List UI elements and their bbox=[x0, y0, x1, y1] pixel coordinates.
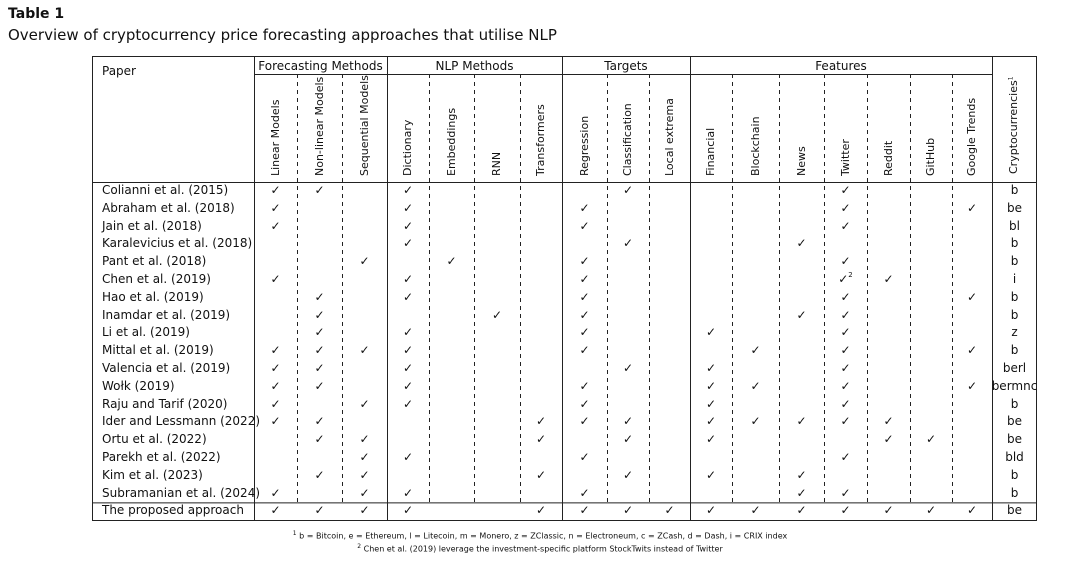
column-header: GitHub bbox=[924, 137, 937, 176]
check-mark: ✓ bbox=[840, 307, 851, 322]
footnote-1-text: b = Bitcoin, e = Ethereum, l = Litecoin, m = Monero, z = ZClassic, n = Electroneum, c = ZCash, d = Dash, i = CRIX index bbox=[299, 531, 788, 541]
check-mark: ✓ bbox=[622, 467, 634, 482]
check-mark: ✓ bbox=[840, 343, 851, 358]
column-header: News bbox=[794, 146, 808, 176]
check-mark: ✓ bbox=[579, 325, 590, 340]
column-header: Transformers bbox=[534, 104, 547, 176]
row-paper: Parekh et al. (2022) bbox=[102, 450, 221, 464]
crypto-header-label: Cryptocurrencies bbox=[1006, 80, 1020, 174]
check-mark: ✓ bbox=[796, 236, 807, 251]
overview-table bbox=[92, 56, 1037, 521]
check-mark: ✓ bbox=[402, 218, 414, 233]
row-cryptocurrencies: b bbox=[1010, 343, 1019, 358]
check-mark: ✓ bbox=[840, 378, 851, 393]
check-mark: ✓ bbox=[491, 307, 503, 322]
column-header: Regression bbox=[577, 115, 591, 176]
group-header: Targets bbox=[604, 59, 648, 73]
check-mark: ✓ bbox=[705, 378, 717, 393]
check-mark: ✓ bbox=[966, 378, 978, 393]
column-header: Financial bbox=[704, 127, 717, 176]
check-mark: ✓ bbox=[622, 503, 634, 518]
crypto-header bbox=[1007, 76, 1020, 174]
check-mark: ✓ bbox=[314, 432, 325, 447]
row-paper: Karalevicius et al. (2018) bbox=[102, 236, 253, 251]
check-mark: ✓ bbox=[402, 325, 414, 340]
check-mark: ✓ bbox=[925, 503, 937, 518]
check-mark: ✓ bbox=[750, 378, 761, 393]
group-header: Forecasting Methods bbox=[258, 59, 383, 73]
row-paper: Wołk (2019) bbox=[102, 378, 175, 393]
check-mark: ✓ bbox=[270, 272, 281, 286]
column-header: Non-linear Models bbox=[312, 76, 326, 176]
check-mark: ✓ bbox=[270, 396, 281, 411]
check-mark: ✓ bbox=[314, 325, 325, 340]
check-mark: ✓ bbox=[883, 272, 894, 286]
check-mark: ✓ bbox=[579, 272, 590, 286]
check-mark: ✓ bbox=[622, 361, 634, 375]
check-mark: ✓ bbox=[750, 414, 761, 429]
row-paper: Ider and Lessmann (2022) bbox=[102, 414, 261, 429]
check-mark: ✓ bbox=[535, 414, 547, 429]
check-mark: ✓ bbox=[359, 254, 370, 269]
check-mark: ✓ bbox=[579, 307, 590, 322]
column-header: Sequential Models bbox=[357, 75, 371, 176]
check-mark: ✓ bbox=[270, 503, 281, 518]
check-mark: ✓ bbox=[359, 432, 370, 447]
check-mark: ✓ bbox=[840, 485, 851, 500]
check-mark: ✓ bbox=[705, 467, 717, 482]
column-header: Dictionary bbox=[401, 119, 414, 176]
footnote-2-mark: 2 bbox=[357, 543, 362, 550]
check-mark: ✓ bbox=[840, 396, 851, 411]
check-mark: ✓ bbox=[314, 414, 325, 429]
row-paper: Subramanian et al. (2024) bbox=[102, 485, 261, 500]
check-mark: ✓ bbox=[270, 378, 281, 393]
check-mark: ✓$^2$ bbox=[838, 271, 853, 286]
check-mark: ✓ bbox=[705, 325, 717, 340]
table-caption: Overview of cryptocurrency price forecasting approaches that utilise NLP bbox=[8, 26, 557, 44]
check-footnote-mark: 2 bbox=[848, 271, 853, 279]
row-paper: Kim et al. (2023) bbox=[102, 467, 203, 482]
column-header: Reddit bbox=[881, 140, 895, 176]
column-header: Local extrema bbox=[662, 98, 676, 176]
check-mark: ✓ bbox=[579, 254, 590, 269]
check-mark: ✓ bbox=[402, 183, 414, 197]
check-mark: ✓ bbox=[314, 378, 325, 393]
check-mark: ✓ bbox=[535, 432, 547, 447]
check-mark: ✓ bbox=[270, 218, 281, 233]
check-mark: ✓ bbox=[966, 503, 978, 518]
row-cryptocurrencies: z bbox=[1011, 325, 1018, 340]
column-header: Classification bbox=[621, 103, 634, 176]
check-mark: ✓ bbox=[579, 414, 590, 429]
check-mark: ✓ bbox=[705, 503, 717, 518]
row-paper: The proposed approach bbox=[102, 503, 244, 518]
check-mark: ✓ bbox=[270, 200, 281, 215]
row-cryptocurrencies: be bbox=[1007, 200, 1022, 215]
row-paper: Chen et al. (2019) bbox=[102, 272, 211, 286]
check-mark: ✓ bbox=[883, 414, 894, 429]
check-mark: ✓ bbox=[314, 307, 325, 322]
row-paper: Valencia et al. (2019) bbox=[102, 361, 231, 375]
check-mark: ✓ bbox=[579, 503, 590, 518]
check-mark: ✓ bbox=[402, 485, 414, 500]
check-mark: ✓ bbox=[402, 503, 414, 518]
check-mark: ✓ bbox=[750, 503, 761, 518]
footnote-1 bbox=[0, 530, 1080, 541]
check-mark: ✓ bbox=[796, 467, 807, 482]
check-mark: ✓ bbox=[270, 414, 281, 429]
row-cryptocurrencies: b bbox=[1010, 307, 1019, 322]
paper-header: Paper bbox=[102, 64, 136, 78]
check-mark: ✓ bbox=[966, 343, 978, 358]
row-cryptocurrencies: be bbox=[1007, 432, 1022, 447]
row-paper: Colianni et al. (2015) bbox=[102, 183, 229, 197]
row-cryptocurrencies: be bbox=[1007, 503, 1022, 518]
row-paper: Hao et al. (2019) bbox=[102, 289, 204, 304]
check-mark: ✓ bbox=[270, 343, 281, 358]
check-mark: ✓ bbox=[314, 183, 325, 197]
check-mark: ✓ bbox=[359, 503, 370, 518]
row-paper: Abraham et al. (2018) bbox=[102, 200, 235, 215]
row-paper: Li et al. (2019) bbox=[102, 325, 190, 340]
column-header: Twitter bbox=[838, 139, 852, 176]
row-cryptocurrencies: bl bbox=[1009, 218, 1020, 233]
row-cryptocurrencies: b bbox=[1010, 467, 1019, 482]
column-header: Embeddings bbox=[444, 107, 458, 176]
row-cryptocurrencies: b bbox=[1010, 236, 1019, 251]
row-paper: Pant et al. (2018) bbox=[102, 254, 207, 269]
check-mark: ✓ bbox=[402, 450, 414, 464]
column-header: Blockchain bbox=[748, 116, 762, 176]
footnote-2 bbox=[0, 543, 1080, 554]
check-mark: ✓ bbox=[314, 503, 325, 518]
check-mark: ✓ bbox=[270, 361, 281, 375]
check-mark: ✓ bbox=[402, 200, 414, 215]
check-mark: ✓ bbox=[705, 432, 717, 447]
check-mark: ✓ bbox=[840, 183, 851, 197]
check-mark: ✓ bbox=[579, 343, 590, 358]
row-paper: Inamdar et al. (2019) bbox=[102, 307, 231, 322]
check-mark: ✓ bbox=[402, 378, 414, 393]
row-cryptocurrencies: b bbox=[1010, 183, 1019, 197]
group-header: Features bbox=[815, 59, 867, 73]
check-mark: ✓ bbox=[883, 432, 894, 447]
check-mark: ✓ bbox=[446, 254, 457, 269]
check-mark: ✓ bbox=[622, 236, 634, 251]
check-mark: ✓ bbox=[535, 467, 547, 482]
row-paper: Jain et al. (2018) bbox=[102, 218, 202, 233]
check-mark: ✓ bbox=[622, 183, 634, 197]
check-mark: ✓ bbox=[359, 396, 370, 411]
row-paper: Mittal et al. (2019) bbox=[102, 343, 214, 358]
row-cryptocurrencies: i bbox=[1012, 272, 1017, 286]
check-mark: ✓ bbox=[664, 503, 675, 518]
check-mark: ✓ bbox=[796, 414, 807, 429]
check-mark: ✓ bbox=[535, 503, 547, 518]
check-mark: ✓ bbox=[402, 343, 414, 358]
check-mark: ✓ bbox=[314, 467, 325, 482]
check-mark: ✓ bbox=[840, 254, 851, 269]
check-mark: ✓ bbox=[883, 503, 894, 518]
check-mark: ✓ bbox=[402, 236, 414, 251]
check-mark: ✓ bbox=[579, 396, 590, 411]
check-mark: ✓ bbox=[840, 503, 851, 518]
check-mark: ✓ bbox=[579, 200, 590, 215]
check-mark: ✓ bbox=[314, 289, 325, 304]
row-paper: Raju and Tarif (2020) bbox=[102, 396, 228, 411]
check-mark: ✓ bbox=[840, 200, 851, 215]
row-cryptocurrencies: be bbox=[1007, 414, 1022, 429]
check-mark: ✓ bbox=[840, 450, 851, 464]
row-cryptocurrencies: b bbox=[1010, 396, 1019, 411]
row-cryptocurrencies: b bbox=[1010, 485, 1019, 500]
check-mark: ✓ bbox=[359, 343, 370, 358]
group-header: NLP Methods bbox=[435, 59, 514, 73]
check-mark: ✓ bbox=[359, 485, 370, 500]
column-header: Google Trends bbox=[965, 97, 978, 176]
check-mark: ✓ bbox=[314, 343, 325, 358]
check-mark: ✓ bbox=[314, 361, 325, 375]
column-header: RNN bbox=[490, 151, 503, 176]
check-mark: ✓ bbox=[359, 450, 370, 464]
row-cryptocurrencies: bld bbox=[1005, 450, 1024, 464]
table-label: Table 1 bbox=[8, 6, 65, 22]
row-cryptocurrencies: b bbox=[1010, 289, 1019, 304]
column-header: Linear Models bbox=[268, 99, 282, 176]
footnote-2-text: Chen et al. (2019) leverage the investment-specific platform StockTwits instead of Twitter bbox=[363, 544, 723, 554]
check-mark: ✓ bbox=[705, 361, 717, 375]
check-mark: ✓ bbox=[270, 183, 281, 197]
check-mark: ✓ bbox=[840, 289, 851, 304]
crypto-header-footnote-mark: 1 bbox=[1006, 76, 1014, 81]
footnote-1-mark: 1 bbox=[292, 530, 297, 537]
check-mark: ✓ bbox=[402, 272, 414, 286]
check-mark: ✓ bbox=[622, 414, 634, 429]
check-mark: ✓ bbox=[840, 218, 851, 233]
check-mark: ✓ bbox=[750, 343, 761, 358]
check-mark: ✓ bbox=[796, 485, 807, 500]
check-mark: ✓ bbox=[796, 307, 807, 322]
check-mark: ✓ bbox=[966, 289, 978, 304]
check-mark: ✓ bbox=[579, 218, 590, 233]
row-cryptocurrencies: bermnc bbox=[991, 378, 1038, 393]
check-mark: ✓ bbox=[579, 289, 590, 304]
check-mark: ✓ bbox=[966, 200, 978, 215]
check-mark: ✓ bbox=[705, 414, 717, 429]
check-mark: ✓ bbox=[402, 361, 414, 375]
check-mark: ✓ bbox=[622, 432, 634, 447]
check-mark: ✓ bbox=[402, 289, 414, 304]
check-mark: ✓ bbox=[840, 361, 851, 375]
row-cryptocurrencies: b bbox=[1010, 254, 1019, 269]
check-mark: ✓ bbox=[925, 432, 937, 447]
check-mark: ✓ bbox=[705, 396, 717, 411]
check-mark: ✓ bbox=[359, 467, 370, 482]
check-mark: ✓ bbox=[402, 396, 414, 411]
check-mark: ✓ bbox=[796, 503, 807, 518]
check-mark: ✓ bbox=[579, 378, 590, 393]
check-mark: ✓ bbox=[840, 325, 851, 340]
check-mark: ✓ bbox=[270, 485, 281, 500]
check-mark: ✓ bbox=[579, 450, 590, 464]
row-paper: Ortu et al. (2022) bbox=[102, 432, 207, 447]
check-mark: ✓ bbox=[579, 485, 590, 500]
row-cryptocurrencies: berl bbox=[1002, 361, 1027, 375]
check-mark: ✓ bbox=[840, 414, 851, 429]
